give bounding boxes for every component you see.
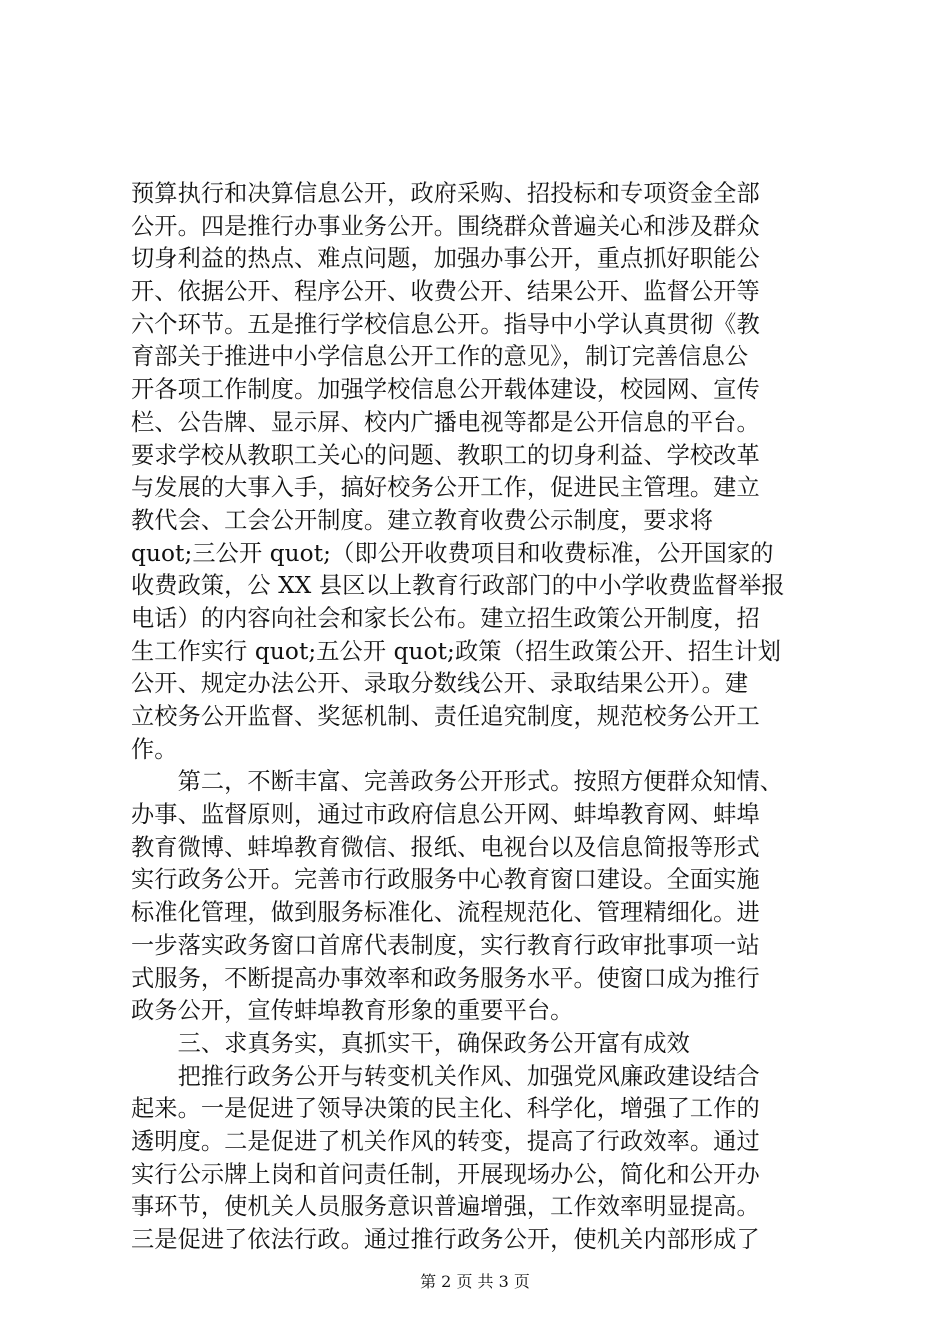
text-line: 切身利益的热点、难点问题，加强办事公开，重点抓好职能公: [131, 245, 760, 273]
text-line: 作。: [131, 735, 178, 763]
text-line: 立校务公开监督、奖惩机制、责任追究制度，规范校务公开工: [131, 703, 760, 730]
section-heading: 三、求真务实，真抓实干，确保政务公开富有成效: [131, 1029, 690, 1057]
text-line: 一步落实政务窗口首席代表制度，实行教育行政审批事项一站: [131, 931, 760, 959]
text-line: 栏、公告牌、显示屏、校内广播电视等都是公开信息的平台。: [131, 408, 760, 436]
text-line: 要求学校从教职工关心的问题、教职工的切身利益、学校改革: [131, 441, 760, 469]
text-line: 电话）的内容向社会和家长公布。建立招生政策公开制度，招: [131, 604, 760, 632]
text-line: 第二，不断丰富、完善政务公开形式。按照方便群众知情、: [131, 768, 784, 796]
text-line: 预算执行和决算信息公开，政府采购、招投标和专项资金全部: [131, 180, 760, 207]
body-text: [131, 178, 831, 1257]
text-line: 开各项工作制度。加强学校信息公开载体建设，校园网、宣传: [131, 376, 760, 404]
text-line: 六个环节。五是推行学校信息公开。指导中小学认真贯彻《教: [131, 310, 760, 338]
text-line: 起来。一是促进了领导决策的民主化、科学化，增强了工作的: [131, 1095, 760, 1123]
text-line: 教代会、工会公开制度。建立教育收费公示制度，要求将: [131, 506, 714, 534]
text-line: 事环节，使机关人员服务意识普遍增强，工作效率明显提高。: [131, 1193, 760, 1221]
text-line: 教育微博、蚌埠教育微信、报纸、电视台以及信息简报等形式: [131, 833, 760, 861]
text-line: 收费政策，公 XX 县区以上教育行政部门的中小学收费监督举报: [131, 572, 785, 600]
text-line: 与发展的大事入手，搞好校务公开工作，促进民主管理。建立: [131, 474, 760, 502]
text-line: 政务公开，宣传蚌埠教育形象的重要平台。: [131, 997, 574, 1025]
text-line: 标准化管理，做到服务标准化、流程规范化、管理精细化。进: [131, 899, 760, 927]
text-line: 生工作实行 quot;五公开 quot;政策（招生政策公开、招生计划: [131, 637, 781, 665]
text-line: 育部关于推进中小学信息公开工作的意见》，制订完善信息公: [131, 343, 749, 371]
text-line: 办事、监督原则，通过市政府信息公开网、蚌埠教育网、蚌埠: [131, 801, 760, 829]
page-number-footer: 第 2 页 共 3 页: [420, 1272, 530, 1291]
text-line: 开、依据公开、程序公开、收费公开、结果公开、监督公开等: [131, 278, 760, 306]
text-line: 透明度。二是促进了机关作风的转变，提高了行政效率。通过: [131, 1127, 760, 1155]
text-line: 实行公示牌上岗和首问责任制，开展现场办公，简化和公开办: [131, 1160, 760, 1188]
text-line: 实行政务公开。完善市行政服务中心教育窗口建设。全面实施: [131, 866, 760, 894]
text-line: 公开。四是推行办事业务公开。围绕群众普遍关心和涉及群众: [131, 212, 760, 240]
text-line: quot;三公开 quot;（即公开收费项目和收费标准，公开国家的: [131, 539, 774, 567]
text-line: 公开、规定办法公开、录取分数线公开、录取结果公开）。建: [131, 670, 749, 698]
text-line: 三是促进了依法行政。通过推行政务公开，使机关内部形成了: [131, 1226, 760, 1253]
text-line: 把推行政务公开与转变机关作风、加强党风廉政建设结合: [131, 1062, 760, 1090]
text-line: 式服务，不断提高办事效率和政务服务水平。使窗口成为推行: [131, 964, 760, 992]
